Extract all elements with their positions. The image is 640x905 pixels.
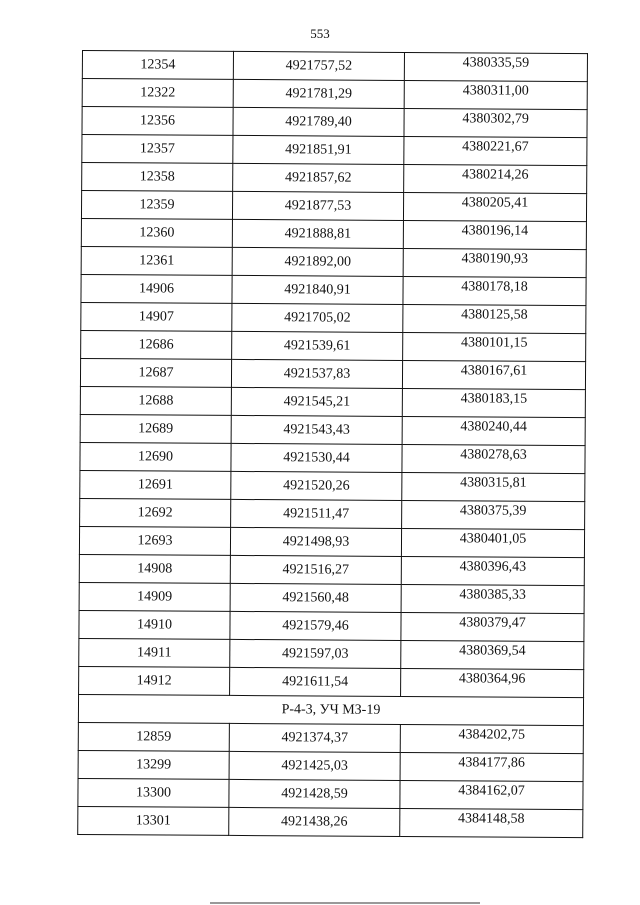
point-number-text: 12357 <box>139 140 175 157</box>
y-coordinate-cell <box>401 612 584 641</box>
point-number-cell <box>79 554 230 583</box>
x-coordinate-cell <box>230 611 401 640</box>
x-coordinate-text: 4921511,47 <box>283 505 350 522</box>
table-row <box>79 610 584 641</box>
point-number-cell <box>79 582 230 611</box>
y-coordinate-cell <box>401 668 584 697</box>
x-coordinate-text: 4921520,26 <box>283 477 350 494</box>
y-coordinate-text: 4380379,47 <box>459 614 526 631</box>
point-number-cell <box>82 107 233 136</box>
y-coordinate-text: 4380205,41 <box>461 194 529 211</box>
y-coordinate-cell <box>400 808 583 837</box>
x-coordinate-cell <box>233 135 404 164</box>
table-row <box>82 163 587 194</box>
y-coordinate-text: 4380401,05 <box>459 530 527 547</box>
point-number-text: 12686 <box>138 336 174 353</box>
point-number-cell <box>81 274 232 303</box>
x-coordinate-cell <box>231 471 402 500</box>
x-coordinate-text: 4921789,40 <box>285 113 352 130</box>
x-coordinate-text: 4921537,83 <box>283 365 351 382</box>
point-number-cell <box>82 135 233 164</box>
table-row <box>78 750 583 781</box>
x-coordinate-cell <box>230 639 401 668</box>
table-row <box>81 246 586 277</box>
x-coordinate-text: 4921516,27 <box>282 561 350 578</box>
x-coordinate-cell <box>229 779 400 808</box>
y-coordinate-cell <box>404 164 587 193</box>
x-coordinate-text: 4921857,62 <box>284 169 352 186</box>
y-coordinate-text: 4380196,14 <box>461 222 529 239</box>
point-number-cell <box>80 470 231 499</box>
x-coordinate-text: 4921597,03 <box>282 645 349 662</box>
point-number-cell <box>78 806 229 835</box>
scan-artifact-line <box>210 902 480 904</box>
coordinates-table <box>77 50 588 838</box>
y-coordinate-text: 4380385,33 <box>459 586 526 603</box>
x-coordinate-cell <box>229 751 400 780</box>
point-number-cell <box>82 163 233 192</box>
point-number-cell <box>81 330 232 359</box>
point-number-cell <box>79 610 230 639</box>
table-row <box>81 302 586 333</box>
point-number-text: 12692 <box>137 504 173 521</box>
x-coordinate-text: 4921539,61 <box>283 337 351 354</box>
point-number-cell <box>80 358 231 387</box>
table-row <box>80 498 585 529</box>
y-coordinate-cell <box>403 220 586 249</box>
y-coordinate-cell <box>401 640 584 669</box>
point-number-cell <box>82 51 233 80</box>
x-coordinate-text: 4921428,59 <box>281 785 348 802</box>
y-coordinate-text: 4380369,54 <box>459 642 526 659</box>
x-coordinate-cell <box>232 247 403 276</box>
section-header-row <box>78 694 583 725</box>
section-header: Р-4-3, УЧ МЗ-19 <box>78 694 583 725</box>
y-coordinate-cell <box>403 304 586 333</box>
y-coordinate-text: 4380125,58 <box>461 306 528 323</box>
y-coordinate-text: 4384162,07 <box>458 782 525 799</box>
point-number-text: 14907 <box>138 308 174 325</box>
point-number-text: 12322 <box>140 84 176 101</box>
x-coordinate-text: 4921877,53 <box>284 197 352 214</box>
table-row <box>80 470 585 501</box>
x-coordinate-text: 4921498,93 <box>282 533 350 550</box>
table-row <box>79 554 584 585</box>
x-coordinate-cell <box>232 275 403 304</box>
point-number-text: 12688 <box>138 392 174 409</box>
point-number-text: 14910 <box>136 616 173 633</box>
y-coordinate-cell <box>401 584 584 613</box>
table-row <box>81 191 586 222</box>
table-row <box>80 442 585 473</box>
y-coordinate-cell <box>403 332 586 361</box>
y-coordinate-cell <box>403 192 586 221</box>
x-coordinate-text: 4921560,48 <box>282 589 349 606</box>
table-row <box>81 274 586 305</box>
table-row <box>79 638 584 669</box>
x-coordinate-text: 4921888,81 <box>284 225 352 242</box>
table-row <box>79 526 584 557</box>
point-number-text: 14908 <box>137 560 173 577</box>
point-number-text: 14911 <box>137 644 172 661</box>
table-row <box>82 135 587 166</box>
x-coordinate-text: 4921757,52 <box>285 57 353 74</box>
table-row <box>82 51 587 82</box>
point-number-cell <box>82 79 233 108</box>
y-coordinate-text: 4384177,86 <box>458 754 525 771</box>
point-number-cell <box>80 498 231 527</box>
table-row <box>80 414 585 445</box>
x-coordinate-text: 4921543,43 <box>283 421 350 438</box>
point-number-text: 13301 <box>135 812 171 829</box>
point-number-text: 14906 <box>138 280 175 297</box>
y-coordinate-text: 4380221,67 <box>462 138 529 155</box>
x-coordinate-cell <box>232 219 403 248</box>
y-coordinate-cell <box>400 752 583 781</box>
point-number-text: 12356 <box>140 112 176 129</box>
point-number-cell <box>81 246 232 275</box>
y-coordinate-cell <box>400 780 583 809</box>
point-number-text: 12693 <box>137 532 173 549</box>
point-number-text: 12687 <box>138 364 174 381</box>
y-coordinate-cell <box>400 724 583 753</box>
y-coordinate-cell <box>404 108 587 137</box>
point-number-cell <box>79 666 230 695</box>
x-coordinate-cell <box>231 359 402 388</box>
y-coordinate-cell <box>403 248 586 277</box>
y-coordinate-cell <box>404 136 587 165</box>
y-coordinate-text: 4380183,15 <box>460 390 528 407</box>
y-coordinate-text: 4380190,93 <box>461 250 529 267</box>
point-number-text: 12859 <box>136 728 172 745</box>
table-row <box>80 358 585 389</box>
y-coordinate-text: 4384148,58 <box>458 810 525 827</box>
y-coordinate-cell <box>403 276 586 305</box>
x-coordinate-cell <box>231 443 402 472</box>
table-row <box>82 79 587 110</box>
y-coordinate-cell <box>402 444 585 473</box>
x-coordinate-text: 4921530,44 <box>283 449 350 466</box>
y-coordinate-cell <box>401 556 584 585</box>
point-number-text: 14909 <box>137 588 173 605</box>
point-number-text: 13299 <box>136 756 172 773</box>
point-number-text: 12689 <box>138 420 174 437</box>
y-coordinate-cell <box>402 360 585 389</box>
point-number-text: 12354 <box>140 56 176 73</box>
y-coordinate-text: 4380101,15 <box>460 334 528 351</box>
point-number-text: 13300 <box>135 784 172 801</box>
y-coordinate-text: 4380167,61 <box>460 362 528 379</box>
table-row <box>78 806 583 837</box>
x-coordinate-text: 4921892,00 <box>284 253 352 270</box>
table-row <box>81 218 586 249</box>
x-coordinate-text: 4921705,02 <box>284 309 351 326</box>
x-coordinate-cell <box>232 331 403 360</box>
y-coordinate-cell <box>402 500 585 529</box>
point-number-cell <box>81 218 232 247</box>
x-coordinate-text: 4921840,91 <box>284 281 351 298</box>
point-number-cell <box>80 386 231 415</box>
y-coordinate-cell <box>404 52 587 81</box>
x-coordinate-cell <box>231 415 402 444</box>
point-number-cell <box>78 778 229 807</box>
y-coordinate-text: 4380315,81 <box>460 474 527 491</box>
x-coordinate-text: 4921611,54 <box>282 673 349 690</box>
x-coordinate-cell <box>231 387 402 416</box>
page-number: 553 <box>310 26 330 41</box>
point-number-cell <box>78 722 229 751</box>
table-row <box>81 330 586 361</box>
table-row <box>78 778 583 809</box>
x-coordinate-cell <box>233 79 404 108</box>
point-number-text: 12691 <box>137 476 173 493</box>
x-coordinate-cell <box>233 163 404 192</box>
y-coordinate-cell <box>402 416 585 445</box>
y-coordinate-cell <box>402 388 585 417</box>
x-coordinate-cell <box>231 499 402 528</box>
x-coordinate-text: 4921438,26 <box>280 813 348 830</box>
table-row <box>79 582 584 613</box>
point-number-cell <box>78 750 229 779</box>
point-number-text: 12360 <box>139 224 175 241</box>
y-coordinate-cell <box>402 472 585 501</box>
x-coordinate-cell <box>230 667 401 696</box>
point-number-text: 12358 <box>139 168 175 185</box>
y-coordinate-text: 4384202,75 <box>458 726 526 743</box>
y-coordinate-text: 4380375,39 <box>459 502 527 519</box>
point-number-cell <box>81 302 232 331</box>
point-number-text: 12361 <box>139 252 175 269</box>
table-row <box>80 386 585 417</box>
point-number-cell <box>81 191 232 220</box>
x-coordinate-text: 4921425,03 <box>281 757 348 774</box>
x-coordinate-cell <box>230 555 401 584</box>
x-coordinate-text: 4921579,46 <box>282 617 349 634</box>
point-number-cell <box>80 442 231 471</box>
y-coordinate-cell <box>404 80 587 109</box>
table-row <box>82 107 587 138</box>
point-number-text: 12359 <box>139 196 175 213</box>
y-coordinate-text: 4380364,96 <box>458 670 526 687</box>
point-number-cell <box>80 414 231 443</box>
y-coordinate-text: 4380302,79 <box>462 110 529 127</box>
point-number-text: 14912 <box>136 672 172 689</box>
table-row <box>79 666 584 697</box>
x-coordinate-cell <box>230 583 401 612</box>
coordinates-table-body <box>78 51 588 838</box>
y-coordinate-text: 4380178,18 <box>461 278 528 295</box>
x-coordinate-text: 4921545,21 <box>283 393 351 410</box>
x-coordinate-cell <box>233 51 404 80</box>
y-coordinate-text: 4380240,44 <box>460 418 528 435</box>
x-coordinate-text: 4921781,29 <box>285 85 353 102</box>
x-coordinate-cell <box>233 107 404 136</box>
y-coordinate-text: 4380278,63 <box>460 446 527 463</box>
y-coordinate-text: 4380335,59 <box>462 54 530 71</box>
y-coordinate-text: 4380311,00 <box>462 82 529 99</box>
point-number-cell <box>79 526 230 555</box>
x-coordinate-cell <box>232 303 403 332</box>
y-coordinate-cell <box>401 528 584 557</box>
point-number-text: 12690 <box>137 448 174 465</box>
x-coordinate-text: 4921374,37 <box>281 729 349 746</box>
y-coordinate-text: 4380396,43 <box>459 558 527 575</box>
x-coordinate-text: 4921851,91 <box>285 141 352 158</box>
point-number-cell <box>79 638 230 667</box>
x-coordinate-cell <box>230 527 401 556</box>
table-row <box>78 722 583 753</box>
x-coordinate-cell <box>232 191 403 220</box>
y-coordinate-text: 4380214,26 <box>461 166 529 183</box>
x-coordinate-cell <box>229 807 400 836</box>
x-coordinate-cell <box>229 723 400 752</box>
